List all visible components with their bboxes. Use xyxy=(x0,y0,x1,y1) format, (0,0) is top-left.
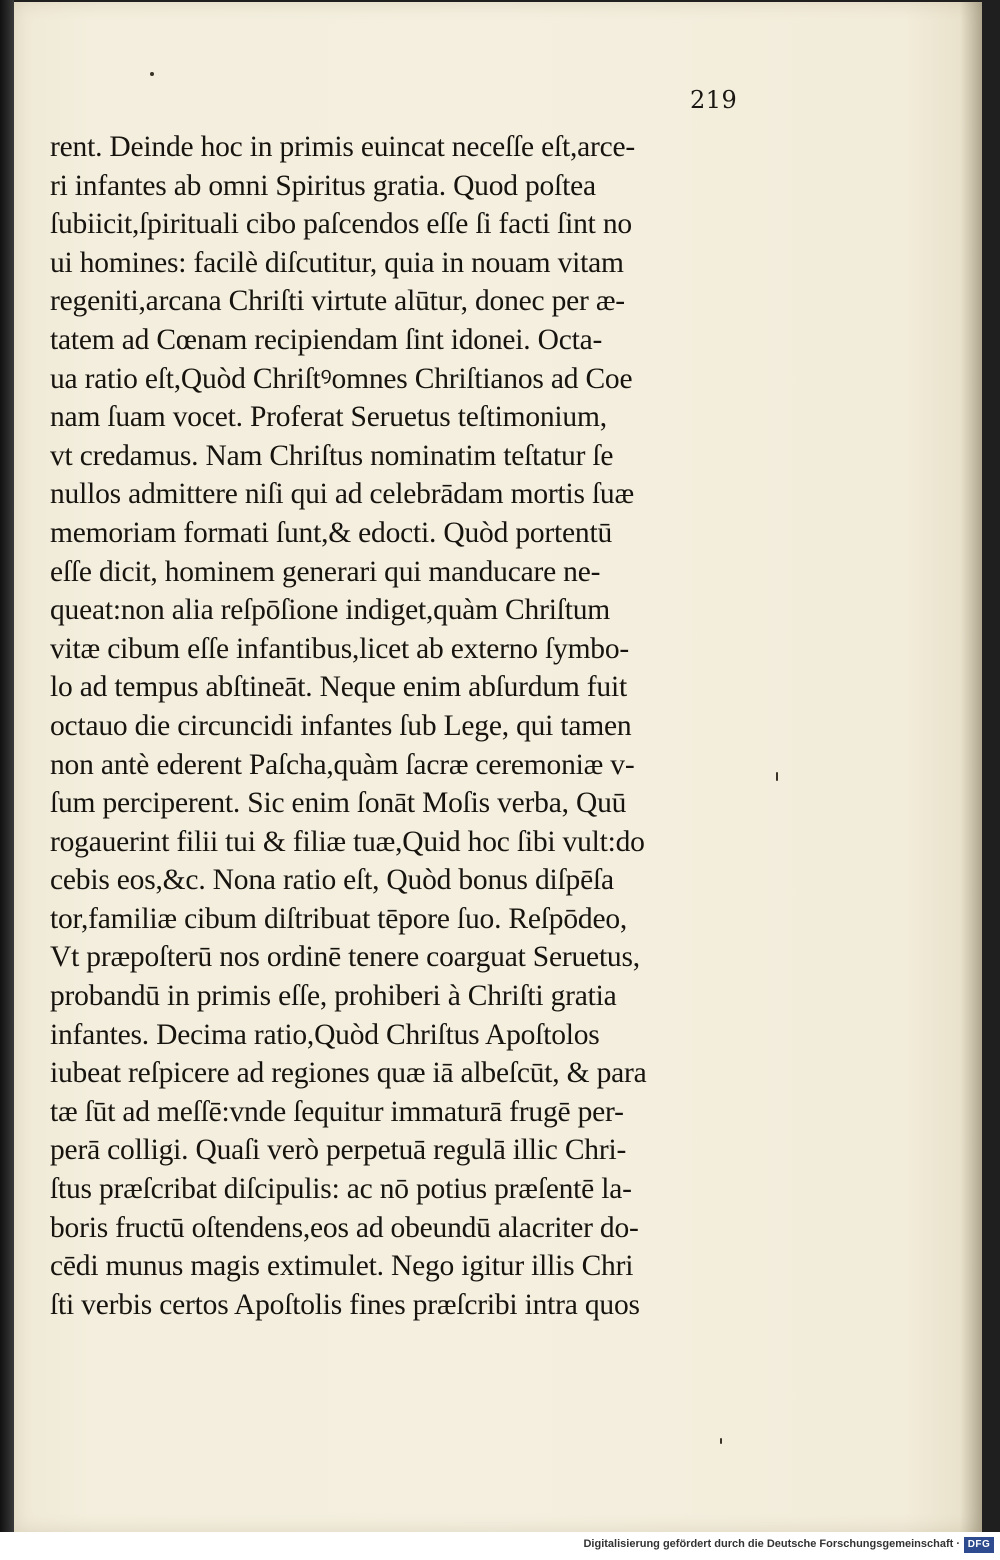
text-line: cebis eos,&c. Nona ratio eſt, Quòd bonus diſpēſa xyxy=(50,864,614,897)
text-line: infantes. Decima ratio,Quòd Chriſtus Apoſtolos xyxy=(50,1018,600,1051)
text-line: queat:non alia reſpōſione indiget,quàm Chriſtum xyxy=(50,594,610,627)
funding-credit: Digitalisierung gefördert durch die Deutsche Forschungsgemeinschaft · xyxy=(583,1538,960,1550)
text-line: boris fructū oſtendens,eos ad obeundū alacriter do- xyxy=(50,1211,639,1244)
text-line: cēdi munus magis extimulet. Nego igitur illis Chri xyxy=(50,1250,634,1283)
text-line: octauo die circuncidi infantes ſub Lege, qui tamen xyxy=(50,709,632,742)
dfg-logo: DFG xyxy=(964,1537,994,1553)
text-line: vt credamus. Nam Chriſtus nominatim teſtatur ſe xyxy=(50,439,614,472)
ink-speck xyxy=(776,772,778,781)
text-line: ui homines: facilè diſcutitur, quia in nouam vitam xyxy=(50,246,624,279)
text-line: regeniti,arcana Chriſti virtute alūtur, donec per æ- xyxy=(50,285,625,318)
text-line: ſum perciperent. Sic enim ſonāt Moſis verba, Quū xyxy=(50,787,627,820)
text-line: perā colligi. Quaſi verò perpetuā regulā illic Chri- xyxy=(50,1134,627,1167)
book-spine-shadow xyxy=(0,0,14,1560)
text-line: rogauerint filii tui & filiæ tuæ,Quid hoc ſibi vult:do xyxy=(50,825,645,858)
text-line: lo ad tempus abſtineāt. Neque enim abſurdum fuit xyxy=(50,671,627,704)
page-edge-shadow xyxy=(960,2,982,1532)
text-line: tor,familiæ cibum diſtribuat tēpore ſuo. Reſpōdeo, xyxy=(50,902,628,935)
text-line: nullos admittere niſi qui ad celebrādam mortis ſuæ xyxy=(50,478,634,511)
text-line: tæ ſūt ad meſſē:vnde ſequitur immaturā frugē per- xyxy=(50,1095,624,1128)
page-number: 219 xyxy=(690,86,738,114)
body-text xyxy=(50,128,750,1324)
text-line: vitæ cibum eſſe infantibus,licet ab externo ſymbo- xyxy=(50,632,630,665)
text-line: tatem ad Cœnam recipiendam ſint idonei. Octa- xyxy=(50,323,603,356)
ink-speck xyxy=(150,72,154,76)
text-line: ua ratio eſt,Quòd Chriſtꝰomnes Chriſtianos ad Coe xyxy=(50,362,633,395)
text-line: rent. Deinde hoc in primis euincat neceſſe eſt,arce- xyxy=(50,131,636,163)
text-line: iubeat reſpicere ad regiones quæ iā albeſcūt, & para xyxy=(50,1057,647,1090)
text-line: probandū in primis eſſe, prohiberi à Chriſti gratia xyxy=(50,980,617,1013)
text-line: ri infantes ab omni Spiritus gratia. Quod poſtea xyxy=(50,169,596,202)
book-page xyxy=(14,2,982,1532)
text-line: memoriam formati ſunt,& edocti. Quòd portentū xyxy=(50,516,613,549)
text-line: eſſe dicit, hominem generari qui manducare ne- xyxy=(50,555,601,588)
text-line: ſubiicit,ſpirituali cibo paſcendos eſſe ſi facti ſint no xyxy=(50,208,632,241)
text-line: ſti verbis certos Apoſtolis fines præſcribi intra quos xyxy=(50,1288,640,1321)
text-line: non antè ederent Paſcha,quàm ſacræ ceremoniæ v- xyxy=(50,748,635,781)
text-line: ſtus præſcribat diſcipulis: ac nō potius præſentē la- xyxy=(50,1173,632,1206)
ink-speck xyxy=(720,1438,722,1444)
digitization-footer xyxy=(0,1532,1000,1560)
text-line: Vt præpoſterū nos ordinē tenere coarguat Seruetus, xyxy=(50,941,640,974)
text-line: nam ſuam vocet. Proferat Seruetus teſtimonium, xyxy=(50,401,607,434)
